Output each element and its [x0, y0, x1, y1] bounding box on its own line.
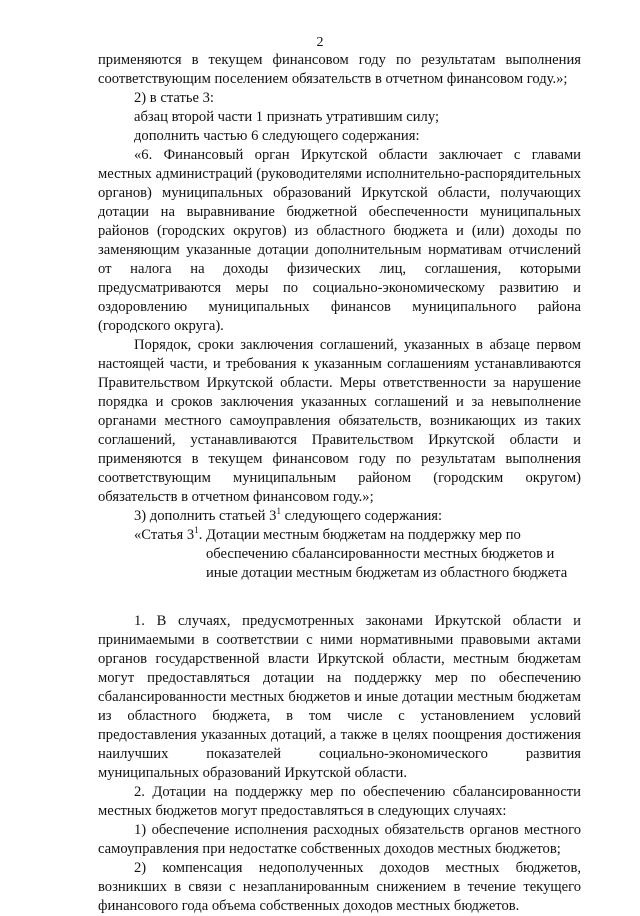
paragraph: «6. Финансовый орган Иркутской области заключает с главами местных администраций (руководителями исполнительно-распорядительных органов) муниципальных образований Иркутской области, получающих дотации на выравнивание бюджетной обеспеченности муниципальных районов (городских округов) из областного бюджета и (или) доходы по заменяющим указанные дотации дополнительным нормативам отчислений от налога на доходы физических лиц, соглашения, которыми предусматриваются меры по социально-экономическому развитию и оздоровлению муниципальных финансов муниципального района (городского округа). — [98, 147, 581, 334]
paragraph: абзац второй части 1 признать утратившим силу; — [134, 109, 440, 125]
article-title: Дотации местным бюджетам на поддержку мер по обеспечению сбалансированности местных бюджетов и иные дотации местным бюджетам из областного бюджета — [206, 527, 568, 581]
page-number: 2 — [316, 35, 324, 50]
item-3-sup: 1 — [276, 506, 281, 517]
paragraph: 2) компенсация недополученных доходов местных бюджетов, возникших в связи с незапланированным снижением в течение текущего финансового года объема собственных доходов местных бюджетов. — [98, 860, 581, 914]
paragraph: Порядок, сроки заключения соглашений, указанных в абзаце первом настоящей части, и требования к указанным соглашениям устанавливаются Правительством Иркутской области. Меры ответственности за нарушение порядка и сроков заключения указанных соглашений и за невыполнение органами местного самоуправления обязательств, возникающих из таких соглашений, устанавливаются Правительством Иркутской области и применяются в текущем финансовом году по результатам выполнения соответствующим муниципальным районом (городским округом) обязательств в отчетном финансовом году.»; — [98, 337, 581, 505]
article-number — [134, 526, 206, 583]
paragraph: 2. Дотации на поддержку мер по обеспечению сбалансированности местных бюджетов могут предоставляться в следующих случаях: — [98, 784, 581, 819]
item-3-suffix: следующего содержания: — [280, 508, 443, 524]
paragraph: дополнить частью 6 следующего содержания: — [134, 128, 420, 144]
paragraph: применяются в текущем финансовом году по результатам выполнения соответствующим поселением обязательств в отчетном финансовом году.»; — [98, 52, 581, 87]
paragraph: 1. В случаях, предусмотренных законами Иркутской области и принимаемыми в соответствии с ними нормативными правовыми актами органов государственной власти Иркутской области, местным бюджетам могут предоставляться дотации на поддержку мер по обеспечению сбалансированности местных бюджетов и иные дотации местным бюджетам из областного бюджета, в том числе с установлением условий предоставления указанных дотаций, а также в целях поощрения достижения наилучших показателей социально-экономического развития муниципальных образований Иркутской области. — [98, 613, 581, 781]
item-3-prefix: 3) дополнить статьей 3 — [134, 508, 277, 524]
article-suffix: . — [198, 527, 203, 543]
article-sup: 1 — [194, 525, 199, 536]
article-prefix: «Статья 3 — [134, 527, 195, 543]
body-text-top — [98, 51, 581, 916]
paragraph: 2) в статье 3: — [134, 90, 214, 106]
paragraph: 1) обеспечение исполнения расходных обязательств органов местного самоуправления при недостатке собственных доходов местных бюджетов; — [98, 822, 581, 857]
item-3-paragraph — [98, 507, 581, 526]
article-heading — [134, 526, 581, 583]
